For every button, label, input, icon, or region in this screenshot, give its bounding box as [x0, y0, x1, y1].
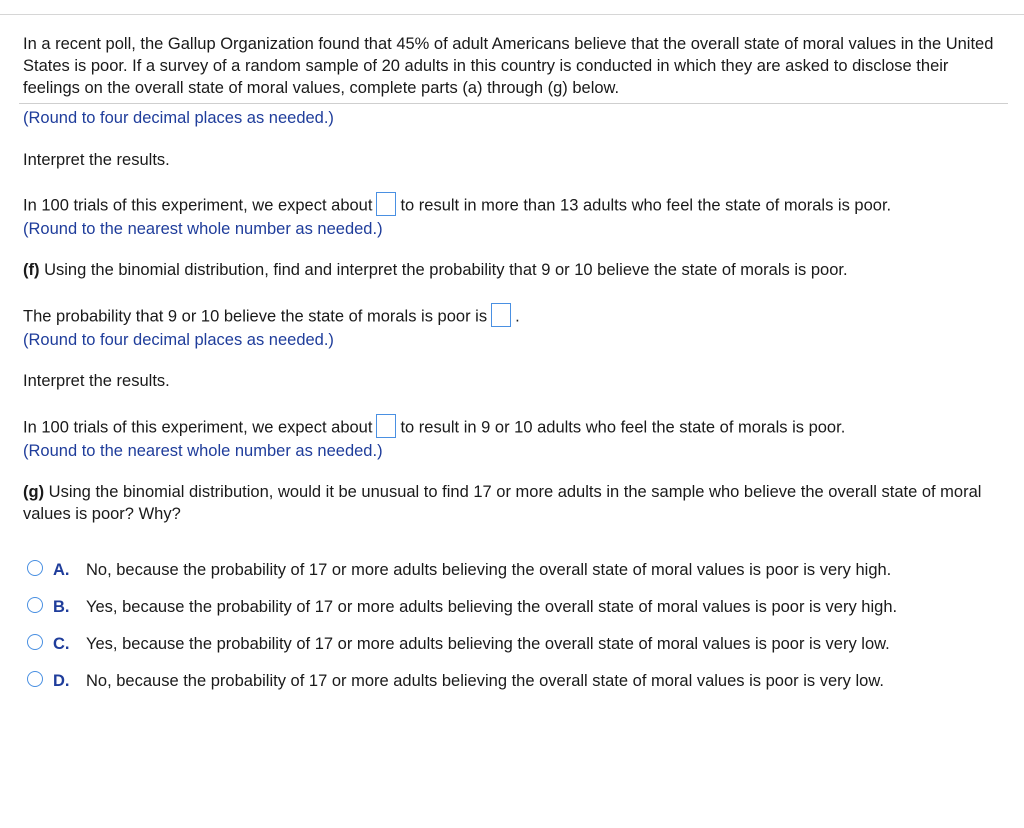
prob-prefix-f: The probability that 9 or 10 believe the state of morals is poor is	[23, 307, 488, 326]
part-f-label: (f)	[23, 261, 40, 279]
answer-box-expect-e[interactable]	[376, 192, 396, 216]
expect-sentence-e	[23, 194, 1008, 218]
expect-suffix-e: to result in more than 13 adults who feel the state of morals is poor.	[400, 196, 892, 215]
radio-a[interactable]	[27, 560, 43, 576]
option-c[interactable]	[23, 633, 1008, 655]
option-b-letter: B.	[53, 598, 70, 616]
part-f-question: Using the binomial distribution, find and interpret the probability that 9 or 10 believe the state of morals is poor.	[44, 261, 848, 279]
answer-box-expect-f[interactable]	[376, 414, 396, 438]
option-d[interactable]	[23, 670, 1008, 692]
round-hint-expect-f: (Round to the nearest whole number as needed.)	[23, 442, 383, 460]
expect-prefix-f: In 100 trials of this experiment, we expect about	[23, 418, 373, 437]
question-g	[23, 481, 1008, 525]
intro-divider	[19, 103, 1008, 104]
interpret-label-e: Interpret the results.	[23, 151, 170, 169]
radio-c[interactable]	[27, 634, 43, 650]
option-a[interactable]	[23, 559, 1008, 581]
option-d-letter: D.	[53, 672, 70, 690]
option-d-text: No, because the probability of 17 or more adults believing the overall state of moral values is poor is very low.	[86, 672, 884, 690]
probability-sentence-f	[23, 305, 1008, 329]
expect-suffix-f: to result in 9 or 10 adults who feel the state of morals is poor.	[400, 418, 846, 437]
interpret-label-f: Interpret the results.	[23, 372, 170, 390]
option-c-text: Yes, because the probability of 17 or more adults believing the overall state of moral values is poor is very low.	[86, 635, 890, 653]
question-content	[23, 33, 1008, 692]
option-c-letter: C.	[53, 635, 70, 653]
question-f	[23, 259, 1008, 281]
option-b[interactable]	[23, 596, 1008, 618]
expect-sentence-f	[23, 416, 1008, 440]
option-a-letter: A.	[53, 561, 70, 579]
prob-suffix-f: .	[515, 307, 520, 326]
problem-statement: In a recent poll, the Gallup Organization found that 45% of adult Americans believe that the overall state of moral values in the United States is poor. If a survey of a random sample of 20 adults in this country is conducted in which they are asked to disclose their feelings on the overall state of moral values, complete parts (a) through (g) below.	[23, 35, 994, 97]
option-a-text: No, because the probability of 17 or more adults believing the overall state of moral values is poor is very high.	[86, 561, 892, 579]
round-hint-e: (Round to four decimal places as needed.)	[23, 109, 334, 127]
part-g-question: Using the binomial distribution, would it be unusual to find 17 or more adults in the sample who believe the overall state of moral values is poor? Why?	[23, 483, 982, 523]
expect-prefix-e: In 100 trials of this experiment, we expect about	[23, 196, 373, 215]
radio-d[interactable]	[27, 671, 43, 687]
round-hint-expect-e: (Round to the nearest whole number as needed.)	[23, 220, 383, 238]
answer-box-probability-f[interactable]	[491, 303, 511, 327]
option-b-text: Yes, because the probability of 17 or more adults believing the overall state of moral values is poor is very high.	[86, 598, 898, 616]
round-hint-prob-f: (Round to four decimal places as needed.)	[23, 331, 334, 349]
part-g-label: (g)	[23, 483, 45, 501]
top-divider	[0, 14, 1024, 15]
radio-b[interactable]	[27, 597, 43, 613]
